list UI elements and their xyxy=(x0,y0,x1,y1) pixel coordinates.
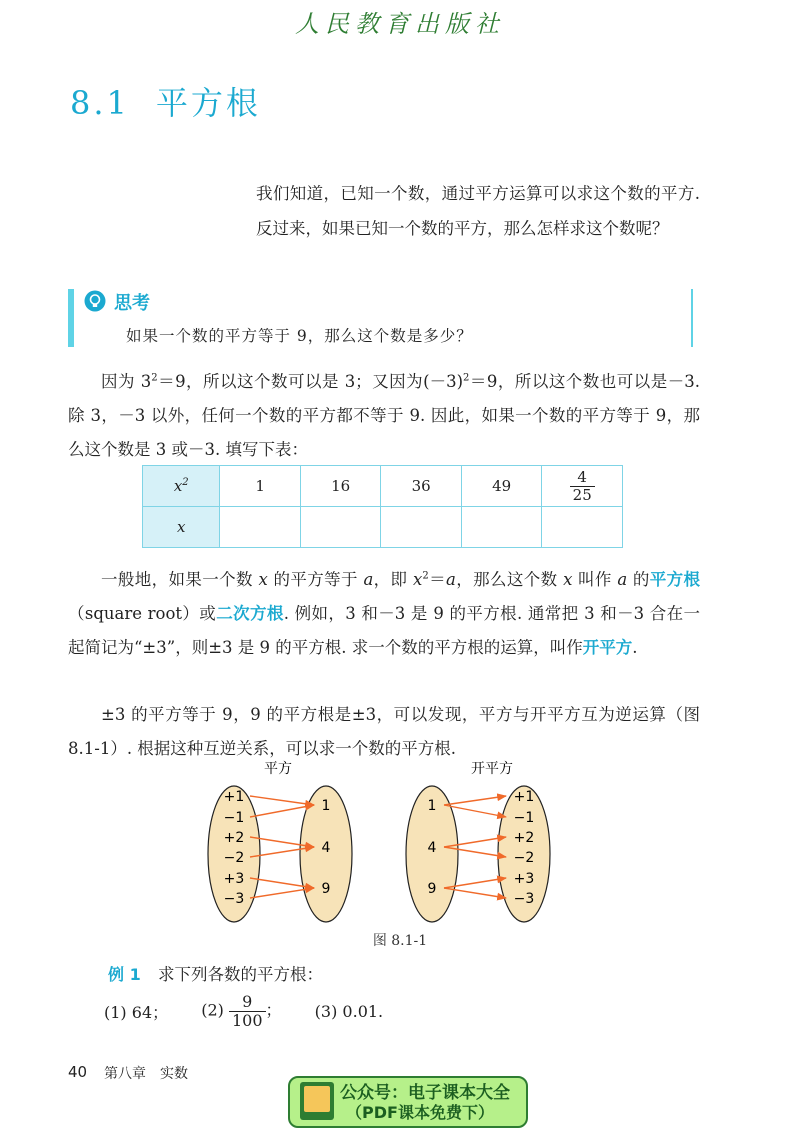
table-blank-cell xyxy=(300,507,381,548)
p2-v4: a xyxy=(446,570,456,589)
square-label: 1 xyxy=(427,798,437,814)
watermark-line-2: （PDF课本免费下） xyxy=(346,1103,494,1122)
fraction-denominator: 25 xyxy=(572,485,592,504)
root-label: −3 xyxy=(513,891,535,907)
p2-t2: 的平方等于 xyxy=(267,570,364,589)
p2-v3: x xyxy=(413,570,423,589)
fraction-denominator: 100 xyxy=(232,1010,263,1030)
example-text: 求下列各数的平方根： xyxy=(158,965,323,984)
root-label: +1 xyxy=(513,789,535,805)
p2-t5: ，那么这个数 xyxy=(455,570,564,589)
example-item-2 xyxy=(201,993,281,1029)
para1-text-b: ＝9，所以这个数可以是 3；又因为(－3) xyxy=(157,372,464,391)
think-box-left-bar xyxy=(68,289,74,347)
figure-right-title: 开平方 xyxy=(471,761,513,777)
item-value: 0.01. xyxy=(342,1001,384,1021)
table-head-x-squared xyxy=(143,466,220,507)
fraction-numerator: 4 xyxy=(570,469,595,487)
p2-t1: 一般地，如果一个数 xyxy=(101,570,259,589)
x-sup: 2 xyxy=(182,477,189,488)
p2-t9: . 例如，3 和－3 是 9 的平方根. 通常把 3 和－3 合在一起简记为“±3”，则±3 是 9 的平方根. 求一个数的平方根的运算，叫作 xyxy=(68,604,701,657)
p2-v2: a xyxy=(363,570,374,589)
think-box-right-bar xyxy=(691,289,693,347)
p2-t10: . xyxy=(632,638,638,657)
item-suffix: ； xyxy=(265,1000,282,1020)
p2-sup: 2 xyxy=(422,570,429,582)
x-var: x xyxy=(173,477,183,495)
p2-v5: x xyxy=(563,570,573,589)
root-label: +1 xyxy=(223,789,245,805)
fraction-numerator: 9 xyxy=(229,993,266,1012)
term-extract-root: 开平方 xyxy=(582,638,633,657)
square-label: 4 xyxy=(321,840,331,856)
table-row xyxy=(143,507,623,548)
item-label: (3) xyxy=(314,1001,338,1021)
watermark-line-1: 公众号：电子课本大全 xyxy=(340,1083,510,1103)
table-cell: 36 xyxy=(381,466,462,507)
table-blank-cell xyxy=(461,507,542,548)
mapping-arrow xyxy=(250,796,314,805)
term-quadratic-root: 二次方根 xyxy=(216,604,284,623)
table-row xyxy=(143,466,623,507)
paragraph-3-text: ±3 的平方等于 9，9 的平方根是±3，可以发现，平方与开平方互为逆运算（图 8.1-1）. 根据这种互逆关系，可以求一个数的平方根. xyxy=(68,705,700,758)
section-title: 平方根 xyxy=(155,84,261,122)
item-label: (1) xyxy=(104,1002,127,1022)
table-cell: 1 xyxy=(220,466,300,507)
root-label: +2 xyxy=(223,830,245,846)
table-cell: 49 xyxy=(461,466,542,507)
mapping-arrow xyxy=(444,796,506,805)
root-label: −1 xyxy=(223,810,245,826)
publisher-banner: 人民教育出版社 xyxy=(295,10,505,38)
paragraph-1 xyxy=(68,365,700,467)
page-number: 40 xyxy=(68,1063,88,1081)
p2-t3: ，即 xyxy=(373,570,414,589)
root-label: −2 xyxy=(223,850,245,866)
section-number: 8.1 xyxy=(70,84,130,122)
root-label: +3 xyxy=(223,871,245,887)
square-label: 4 xyxy=(427,840,437,856)
p2-t7: 的 xyxy=(627,570,650,589)
para1-text-a: 因为 3 xyxy=(101,372,152,391)
table-blank-cell xyxy=(220,507,300,548)
section-heading xyxy=(70,78,261,124)
term-square-root: 平方根 xyxy=(649,570,701,589)
book-icon-page xyxy=(304,1086,330,1112)
square-label: 9 xyxy=(427,881,437,897)
table-head-x: x xyxy=(143,507,220,548)
p2-t4: ＝ xyxy=(428,570,446,589)
intro-paragraph: 我们知道，已知一个数，通过平方运算可以求这个数的平方. 反过来，如果已知一个数的平方，那么怎样求这个数呢？ xyxy=(256,184,700,238)
para1-text-c: ＝9，所以这个数也可以是－3. 除 3，－3 以外，任何一个数的平方都不等于 9. 因此，如果一个数的平方等于 9，那么这个数是 3 或－3. 填写下表： xyxy=(68,372,700,459)
paragraph-2 xyxy=(68,563,700,665)
root-label: +3 xyxy=(513,871,535,887)
table-blank-cell xyxy=(542,507,623,548)
square-label: 9 xyxy=(321,881,331,897)
chapter-label: 第八章 实数 xyxy=(104,1066,188,1082)
fraction xyxy=(570,469,595,503)
figure-square-mapping xyxy=(200,760,580,926)
think-label: 思考 xyxy=(114,293,150,314)
p2-t8: （square root）或 xyxy=(68,604,217,623)
square-table xyxy=(142,465,623,548)
root-label: −2 xyxy=(513,850,535,866)
root-label: −1 xyxy=(513,810,535,826)
example-item-1 xyxy=(104,1000,168,1023)
example-item-3 xyxy=(315,1002,383,1021)
para1-sup-b: 2 xyxy=(463,372,470,384)
para1-sup-a: 2 xyxy=(151,372,158,384)
p2-t6: 叫作 xyxy=(572,570,618,589)
p2-v6: a xyxy=(617,570,628,589)
square-label: 1 xyxy=(321,798,331,814)
figure-left-title: 平方 xyxy=(264,761,292,777)
paragraph-3 xyxy=(68,698,700,766)
root-label: −3 xyxy=(223,891,245,907)
example-label: 例 1 xyxy=(108,965,141,984)
table-cell-fraction xyxy=(542,466,623,507)
item-label: (2) xyxy=(201,1000,224,1020)
p2-v1: x xyxy=(258,570,268,589)
lightbulb-icon xyxy=(84,290,106,312)
table-cell: 16 xyxy=(300,466,381,507)
think-question: 如果一个数的平方等于 9，那么这个数是多少？ xyxy=(126,327,473,345)
table-blank-cell xyxy=(381,507,462,548)
root-label: +2 xyxy=(513,830,535,846)
example-items xyxy=(104,993,411,1029)
fraction xyxy=(229,993,266,1029)
figure-caption: 图 8.1-1 xyxy=(372,933,428,949)
item-value: 64； xyxy=(131,1002,169,1022)
